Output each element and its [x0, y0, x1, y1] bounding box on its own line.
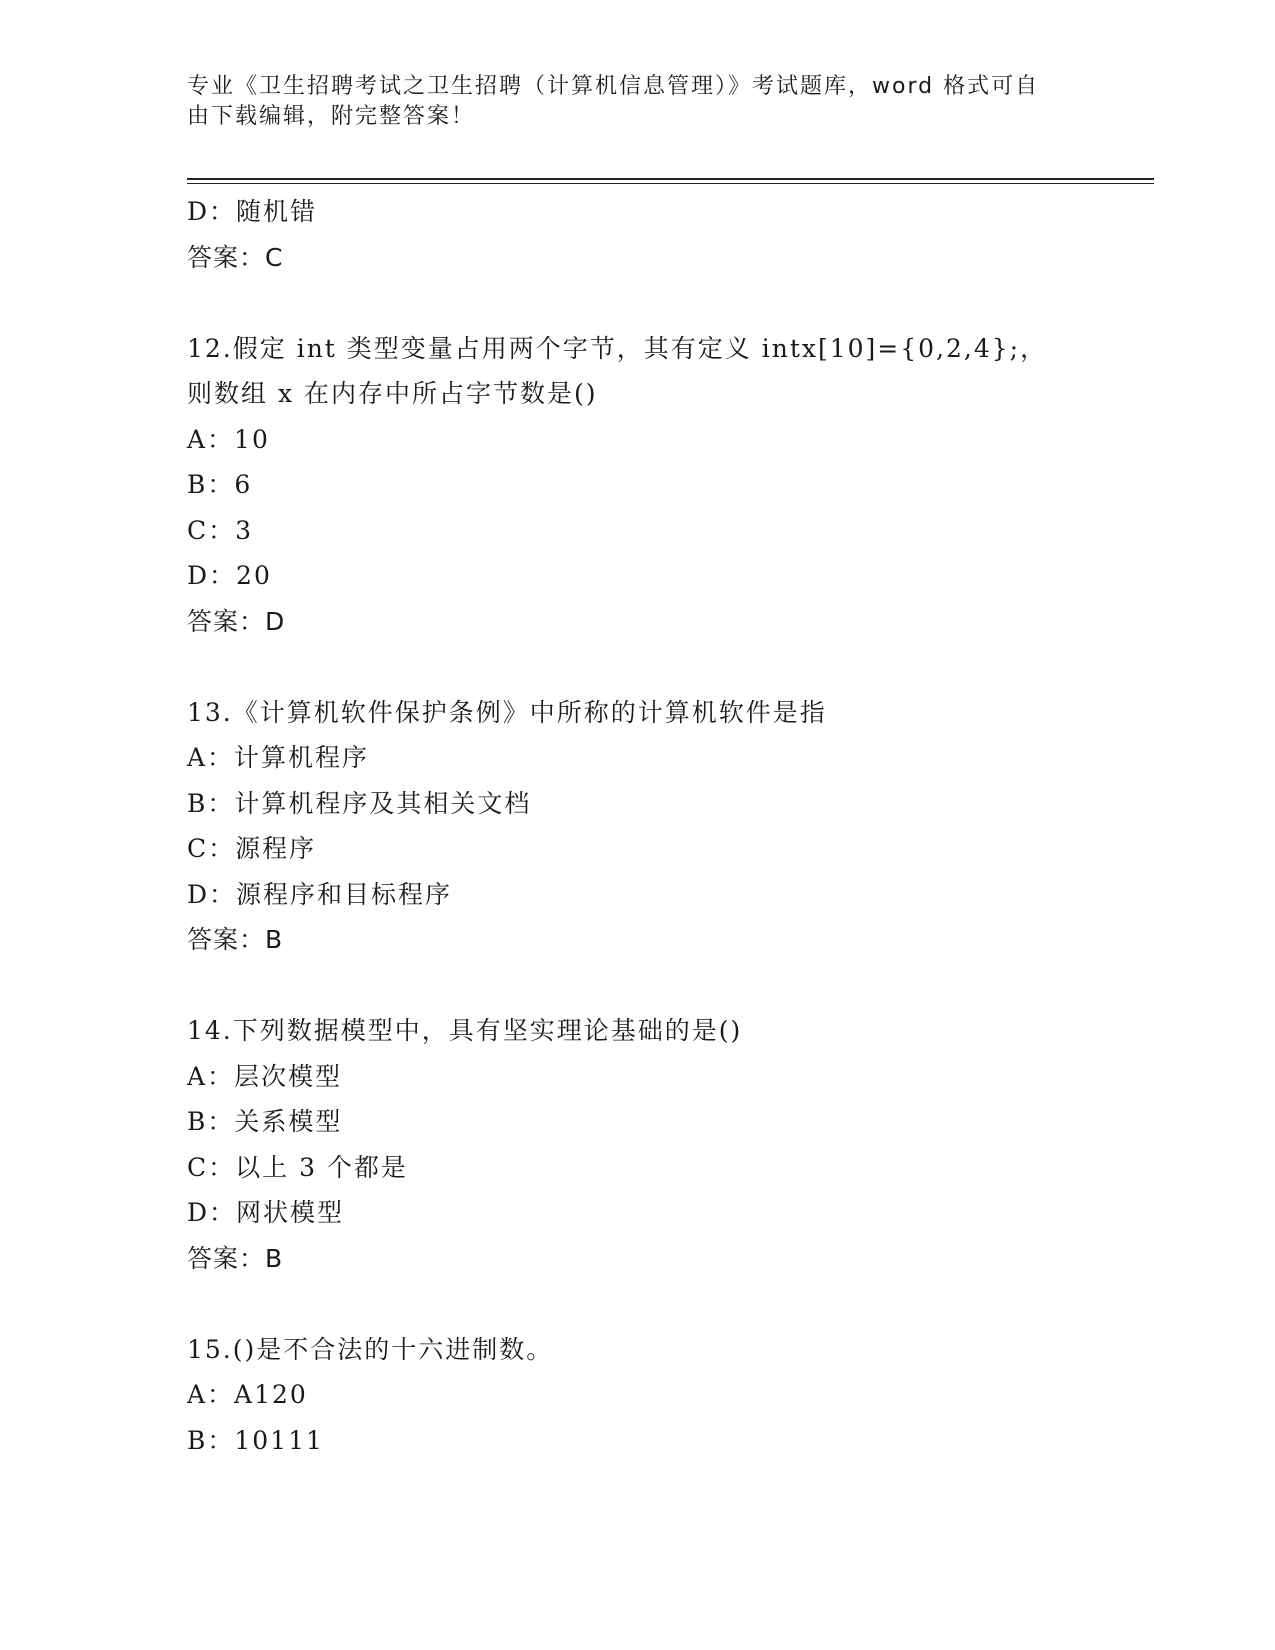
- answer: 答案：C: [187, 242, 284, 272]
- option-d: D：随机错: [187, 197, 318, 226]
- header-line-1: 专业《卫生招聘考试之卫生招聘（计算机信息管理）》考试题库，word 格式可自: [187, 74, 1040, 99]
- option-a: A：10: [187, 424, 270, 454]
- option-b: B：关系模型: [187, 1107, 343, 1136]
- option-a: A：层次模型: [187, 1061, 343, 1091]
- option-b: B：10111: [187, 1425, 324, 1455]
- question-list: [187, 189, 1147, 1463]
- header-line-2: 由下载编辑，附完整答案！: [187, 104, 476, 129]
- answer: 答案：D: [187, 606, 286, 636]
- option-d: D：20: [187, 561, 272, 590]
- question-title: 14.下列数据模型中，具有坚实理论基础的是(): [187, 1016, 743, 1045]
- option-d: D：网状模型: [187, 1198, 345, 1227]
- option-a: A：计算机程序: [187, 743, 370, 772]
- option-a: A：A120: [187, 1380, 308, 1409]
- question-title-continued: 则数组 x 在内存中所占字节数是(): [187, 379, 598, 408]
- option-b: B：计算机程序及其相关文档: [187, 788, 532, 818]
- option-d: D：源程序和目标程序: [187, 879, 453, 909]
- document-header: [187, 72, 1087, 132]
- option-b: B：6: [187, 470, 253, 499]
- header-divider-thick: [187, 178, 1154, 180]
- option-c: C：以上 3 个都是: [187, 1152, 408, 1182]
- answer: 答案：B: [187, 1243, 284, 1273]
- question-title: 15.()是不合法的十六进制数。: [187, 1334, 554, 1364]
- option-c: C：源程序: [187, 834, 317, 863]
- option-c: C：3: [187, 515, 254, 545]
- header-divider-thin: [187, 183, 1154, 184]
- answer: 答案：B: [187, 925, 284, 954]
- question-title: 12.假定 int 类型变量占用两个字节，其有定义 intx[10]={0,2,4};，: [187, 333, 1048, 363]
- question-title: 13.《计算机软件保护条例》中所称的计算机软件是指: [187, 697, 827, 727]
